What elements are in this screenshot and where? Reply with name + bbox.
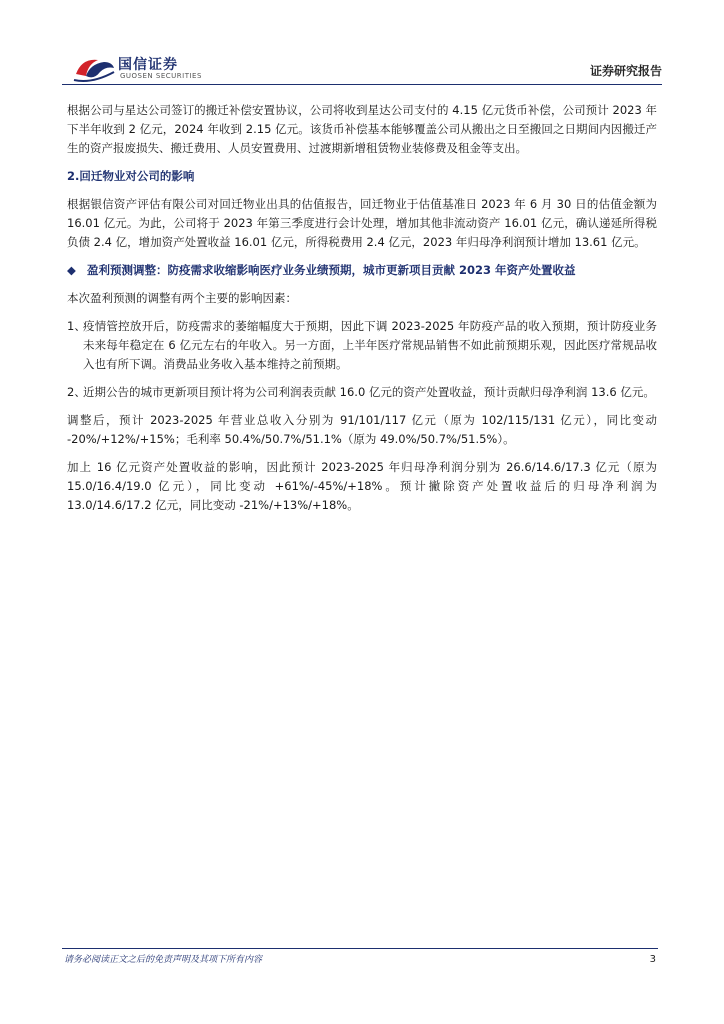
list-item-number: 1、 — [67, 319, 86, 333]
paragraph-compensation: 根据公司与星达公司签订的搬迁补偿安置协议，公司将收到星达公司支付的 4.15 亿元货币补偿，公司预计 2023 年下半年收到 2 亿元，2024 年收到 2.15 亿元。该货币补偿基本能够覆盖公司从搬出之日至搬回之日期间内因搬迁产生的资产报废损失、搬迁费用、人员安置费用、过渡期新增租赁物业装修费及租金等支出。 — [67, 103, 657, 155]
page-header — [62, 48, 662, 88]
page-footer — [62, 948, 658, 965]
section-heading: 2.回迁物业对公司的影响 — [67, 169, 195, 183]
bullet-heading — [67, 261, 657, 280]
header-divider — [62, 84, 662, 85]
paragraph-profit-forecast: 加上 16 亿元资产处置收益的影响，因此预计 2023-2025 年归母净利润分别为 26.6/14.6/17.3 亿元（原为 15.0/16.4/19.0 亿元），同比变动 +61%/-45%/+18%。预计撇除资产处置收益后的归母净利润为 13.0/14.6/17.2 亿元，同比变动 -21%/+13%/+18%。 — [67, 460, 657, 512]
bullet-heading-text: 盈利预测调整：防疫需求收缩影响医疗业务业绩预期，城市更新项目贡献 2023 年资产处置收益 — [87, 263, 576, 277]
diamond-bullet-icon: ◆ — [67, 263, 76, 277]
list-item-number: 2、 — [67, 385, 86, 399]
list-item-text: 近期公告的城市更新项目预计将为公司利润表贡献 16.0 亿元的资产处置收益，预计贡献归母净利润 13.6 亿元。 — [83, 385, 655, 399]
page-number: 3 — [649, 954, 656, 965]
paragraph-intro: 本次盈利预测的调整有两个主要的影响因素： — [67, 291, 297, 305]
footer-divider — [62, 948, 658, 949]
list-item — [67, 383, 657, 402]
disclaimer-text: 请务必阅读正文之后的免责声明及其项下所有内容 — [64, 955, 263, 965]
paragraph-valuation: 根据银信资产评估有限公司对回迁物业出具的估值报告，回迁物业于估值基准日 2023 年 6 月 30 日的估值金额为 16.01 亿元。为此，公司将于 2023 年第三季度进行会计处理，增加其他非流动资产 16.01 亿元，确认递延所得税负债 2.4 亿，增加资产处置收益 16.01 亿元，所得税费用 2.4 亿元，2023 年归母净利润预计增加 13.61 亿元。 — [67, 197, 657, 249]
list-item-text: 疫情管控放开后，防疫需求的萎缩幅度大于预期，因此下调 2023-2025 年防疫产品的收入预期，预计防疫业务未来每年稳定在 6 亿元左右的年收入。另一方面，上半年医疗常规品销售不如此前预期乐观，因此医疗常规品收入也有所下调。消费品业务收入基本维持之前预期。 — [83, 319, 657, 371]
paragraph-revenue-forecast: 调整后，预计 2023-2025 年营业总收入分别为 91/101/117 亿元（原为 102/115/131 亿元），同比变动 -20%/+12%/+15%；毛利率 50.4%/50.7%/51.1%（原为 49.0%/50.7%/51.5%）。 — [67, 413, 657, 446]
logo-text-en: GUOSEN SECURITIES — [120, 72, 202, 80]
report-type-label: 证券研究报告 — [589, 64, 662, 78]
guosen-logo-icon — [72, 54, 116, 84]
logo-text-cn: 国信证券 — [118, 57, 178, 73]
list-item — [67, 317, 657, 374]
report-body — [67, 101, 657, 524]
